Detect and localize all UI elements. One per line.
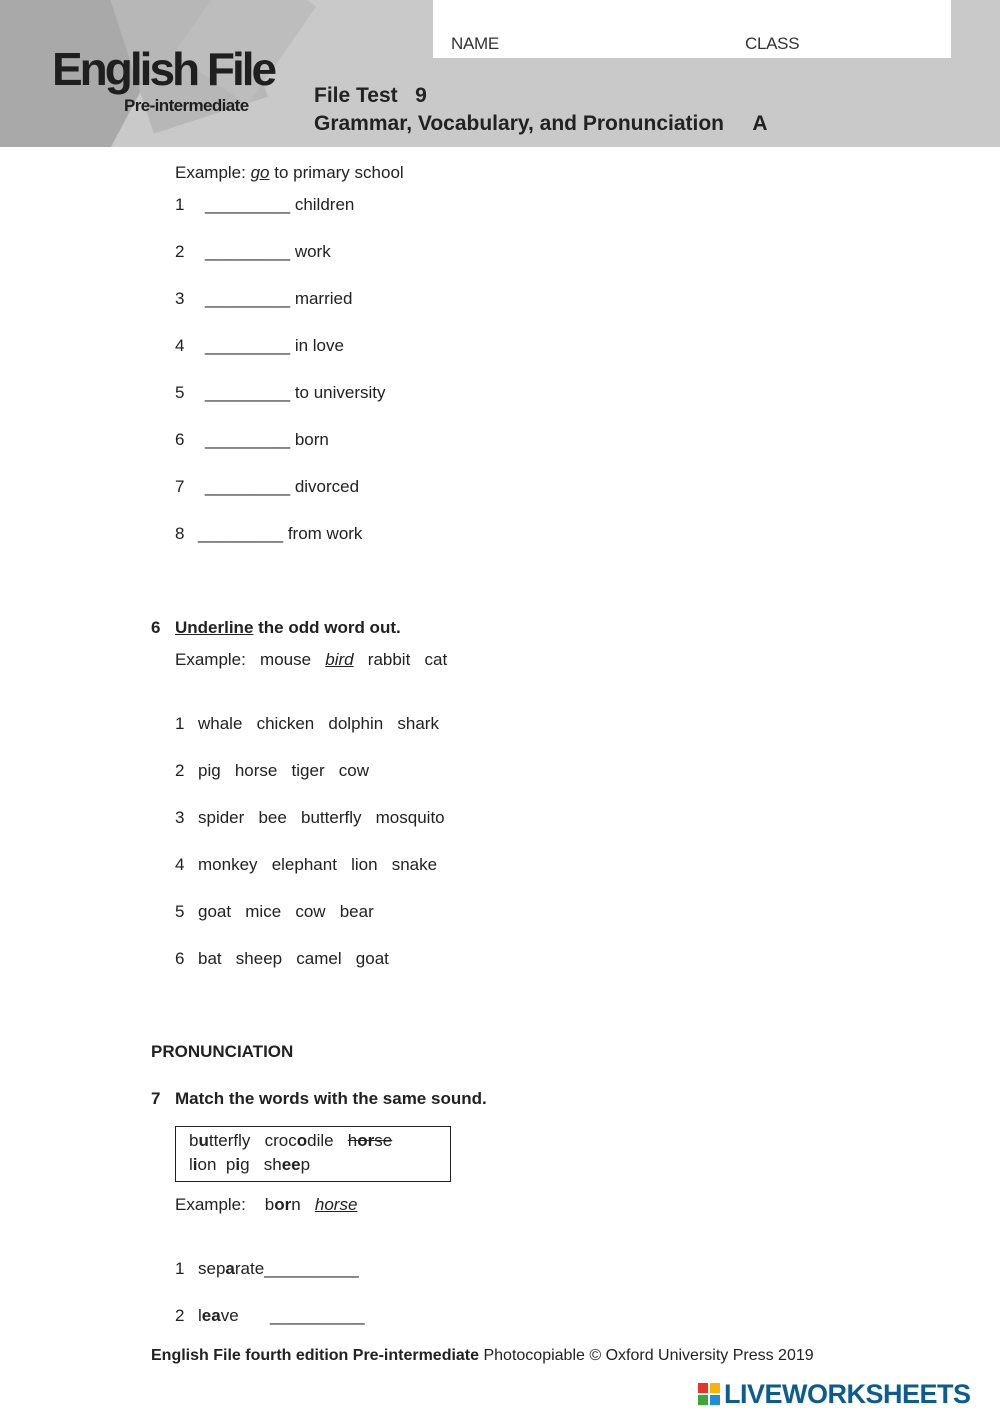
collocation-item[interactable]: _________ to university [205,383,386,402]
section5-example [175,163,404,183]
item-number: 3 [175,808,185,827]
collocation-item[interactable]: _________ married [205,289,353,308]
answer-blank[interactable]: __________ [270,1306,365,1325]
section6-instruction [175,618,401,638]
item-number: 3 [175,289,185,308]
collocation-item[interactable]: _________ in love [205,336,344,355]
item-number: 6 [175,949,185,968]
example-word: rabbit [367,650,411,669]
example-suffix: to primary school [269,163,404,182]
item-number: 1 [175,1259,185,1278]
item-number: 6 [175,430,185,449]
logo-square [698,1383,708,1393]
item-number: 4 [175,336,185,355]
section7-example [175,1195,357,1215]
item-number: 2 [175,761,185,780]
answer-blank[interactable]: __________ [264,1259,359,1278]
test-subtitle: Grammar, Vocabulary, and Pronunciation A [314,112,768,135]
box-word-crocodile[interactable]: crocodile [264,1131,334,1150]
word-box [175,1126,451,1182]
liveworksheets-wordmark: LIVEWORKSHEETS [724,1378,971,1409]
box-word-horse: horse [347,1131,393,1150]
class-label: CLASS [745,34,800,53]
section6-number: 6 [151,618,161,637]
pronunciation-item[interactable]: separate__________ [198,1259,359,1278]
logo-square [710,1395,720,1405]
example-odd-word: bird [325,650,354,669]
logo-subtitle: Pre-intermediate [124,96,249,115]
odd-word-item[interactable]: whale chicken dolphin shark [198,714,439,733]
word-box-line [189,1131,392,1151]
logo-square [698,1395,708,1405]
page-header [0,0,1000,147]
collocation-item[interactable]: _________ from work [198,524,363,543]
item-number: 2 [175,242,185,261]
word-box-line [189,1155,310,1175]
copyright-footer [151,1347,814,1365]
name-class-box [433,0,951,58]
instruction-underlined: Underline [175,618,254,637]
collocation-item[interactable]: _________ divorced [205,477,360,496]
example-prefix: Example: [175,163,251,182]
example-word: mouse [260,650,312,669]
box-word-sheep[interactable]: sheep [263,1155,311,1174]
name-label: NAME [451,34,499,53]
section7-number: 7 [151,1089,161,1108]
box-word-pig[interactable]: pig [225,1155,250,1174]
item-number: 4 [175,855,185,874]
item-number: 5 [175,902,185,921]
pronunciation-item[interactable]: leave [198,1306,239,1325]
odd-word-item[interactable]: bat sheep camel goat [198,949,389,968]
example-answer: horse [314,1195,358,1214]
example-word: born [264,1195,301,1214]
test-title: File Test 9 [314,84,427,107]
section7-instruction: Match the words with the same sound. [175,1089,487,1108]
footer-rest: Photocopiable © Oxford University Press 2019 [479,1347,814,1364]
odd-word-item[interactable]: pig horse tiger cow [198,761,370,780]
box-word-butterfly[interactable]: butterfly [189,1131,251,1150]
liveworksheets-logo [698,1379,971,1409]
item-number: 1 [175,195,185,214]
odd-word-item[interactable]: monkey elephant lion snake [198,855,438,874]
item-number: 8 [175,524,185,543]
example-label: Example: [175,650,246,669]
odd-word-item[interactable]: goat mice cow bear [198,902,374,921]
footer-bold: English File fourth edition Pre-intermediate [151,1347,480,1364]
item-number: 2 [175,1306,185,1325]
section6-example [175,650,447,670]
item-number: 7 [175,477,185,496]
liveworksheets-icon [698,1383,720,1405]
odd-word-item[interactable]: spider bee butterfly mosquito [198,808,445,827]
example-word: cat [424,650,448,669]
pronunciation-heading: PRONUNCIATION [151,1042,294,1061]
instruction-rest: the odd word out. [253,618,401,637]
item-number: 1 [175,714,185,733]
box-word-lion[interactable]: lion [189,1155,217,1174]
collocation-item[interactable]: _________ children [205,195,355,214]
item-number: 5 [175,383,185,402]
collocation-item[interactable]: _________ born [205,430,329,449]
collocation-item[interactable]: _________ work [205,242,331,261]
example-answer: go [250,163,270,182]
example-label: Example: [175,1195,246,1214]
logo-square [710,1383,720,1393]
logo-title: English File [52,43,275,95]
